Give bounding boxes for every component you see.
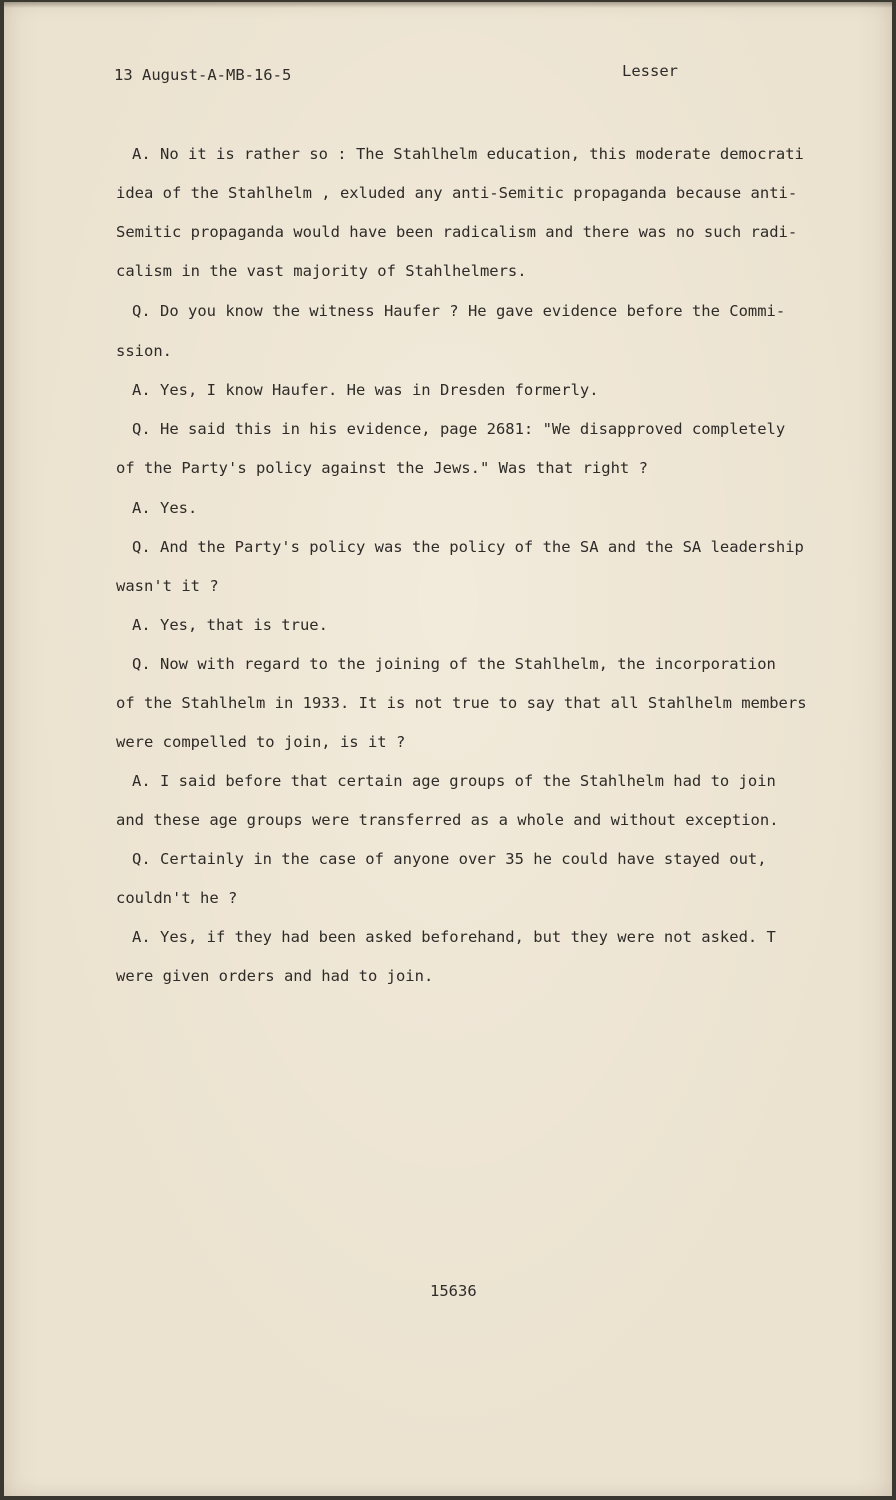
transcript-line: Q. He said this in his evidence, page 2681: "We disapproved completely — [132, 420, 786, 438]
document-reference: 13 August-A-MB-16-5 — [114, 66, 292, 84]
transcript-line: A. No it is rather so : The Stahlhelm education, this moderate democrati — [132, 145, 804, 163]
transcript-line: wasn't it ? — [116, 577, 219, 595]
transcript-line: Q. Now with regard to the joining of the Stahlhelm, the incorporation — [132, 655, 776, 673]
transcript-line: Semitic propaganda would have been radicalism and there was no such radi- — [116, 223, 798, 241]
transcript-line: of the Party's policy against the Jews." Was that right ? — [116, 459, 648, 477]
transcript-line: Q. And the Party's policy was the policy of the SA and the SA leadership — [132, 538, 804, 556]
witness-name: Lesser — [622, 62, 678, 80]
transcript-line: A. Yes. — [132, 499, 198, 517]
transcript-line: couldn't he ? — [116, 889, 238, 907]
transcript-line: idea of the Stahlhelm , exluded any anti-Semitic propaganda because anti- — [116, 184, 798, 202]
page-top-edge — [4, 2, 892, 8]
transcript-line: of the Stahlhelm in 1933. It is not true to say that all Stahlhelm members — [116, 694, 807, 712]
transcript-line: and these age groups were transferred as a whole and without exception. — [116, 811, 779, 829]
transcript-line: calism in the vast majority of Stahlhelmers. — [116, 262, 527, 280]
page-number: 15636 — [430, 1282, 477, 1300]
transcript-line: A. Yes, that is true. — [132, 616, 328, 634]
document-page — [4, 2, 892, 1496]
transcript-line: were compelled to join, is it ? — [116, 733, 406, 751]
transcript-line: A. Yes, if they had been asked beforehand, but they were not asked. T — [132, 928, 776, 946]
transcript-line: A. Yes, I know Haufer. He was in Dresden formerly. — [132, 381, 599, 399]
transcript-line: Q. Certainly in the case of anyone over 35 he could have stayed out, — [132, 850, 767, 868]
transcript-line: A. I said before that certain age groups of the Stahlhelm had to join — [132, 772, 776, 790]
transcript-line: ssion. — [116, 342, 172, 360]
transcript-line: were given orders and had to join. — [116, 967, 434, 985]
transcript-line: Q. Do you know the witness Haufer ? He gave evidence before the Commi- — [132, 302, 786, 320]
